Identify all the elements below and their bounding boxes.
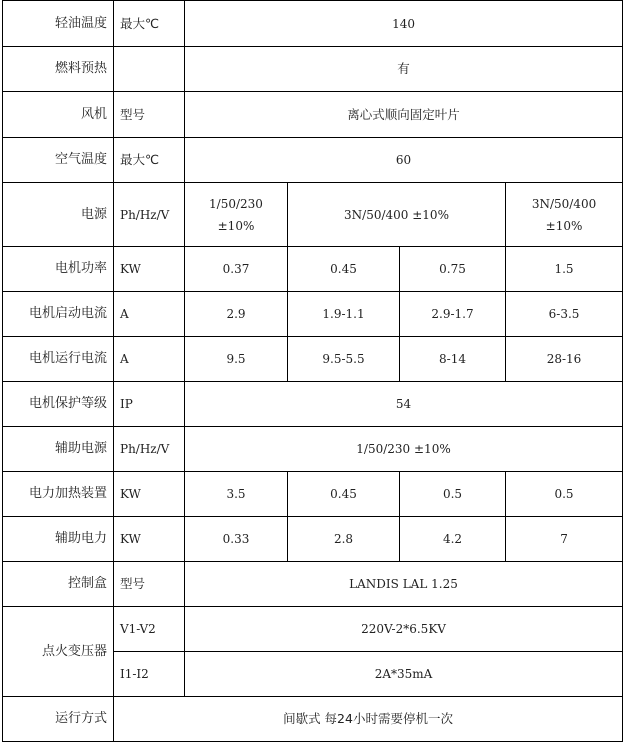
row-value: 0.45	[288, 472, 400, 517]
row-label: 电力加热装置	[3, 472, 114, 517]
row-value: 3N/50/400 ±10%	[288, 183, 506, 247]
row-unit: A	[114, 337, 185, 382]
row-value: 1.9-1.1	[288, 292, 400, 337]
row-value: 0.33	[185, 517, 288, 562]
table-row	[3, 382, 623, 427]
row-label: 辅助电力	[3, 517, 114, 562]
row-value: 0.75	[400, 247, 506, 292]
spec-table	[2, 0, 623, 742]
table-row	[3, 472, 623, 517]
row-value: 6-3.5	[506, 292, 623, 337]
row-unit: A	[114, 292, 185, 337]
value-line: ±10%	[545, 218, 583, 233]
row-value: 54	[185, 382, 623, 427]
row-value: 3.5	[185, 472, 288, 517]
row-unit: I1-I2	[114, 652, 185, 697]
row-label: 控制盒	[3, 562, 114, 607]
row-unit: Ph/Hz/V	[114, 183, 185, 247]
table-row	[3, 607, 623, 652]
row-value: 0.5	[506, 472, 623, 517]
table-row	[3, 183, 623, 247]
row-value	[185, 183, 288, 247]
table-row	[3, 562, 623, 607]
row-value: 60	[185, 138, 623, 183]
row-value: 2.9	[185, 292, 288, 337]
table-row	[3, 47, 623, 92]
row-value: 1.5	[506, 247, 623, 292]
row-value: 0.5	[400, 472, 506, 517]
value-line: 3N/50/400	[531, 196, 597, 211]
table-row	[3, 1, 623, 47]
row-value	[506, 183, 623, 247]
row-value: 离心式顺向固定叶片	[185, 92, 623, 138]
row-label: 电机功率	[3, 247, 114, 292]
row-unit: 型号	[114, 92, 185, 138]
table-row	[3, 247, 623, 292]
row-label: 燃料预热	[3, 47, 114, 92]
row-value: 220V-2*6.5KV	[185, 607, 623, 652]
table-row	[3, 517, 623, 562]
row-value: 间歇式 每24小时需要停机一次	[114, 697, 623, 742]
value-line: ±10%	[217, 218, 255, 233]
row-label: 电机运行电流	[3, 337, 114, 382]
table-row	[3, 337, 623, 382]
row-label: 风机	[3, 92, 114, 138]
row-value: 4.2	[400, 517, 506, 562]
row-value: 有	[185, 47, 623, 92]
row-unit: 最大℃	[114, 138, 185, 183]
row-value: 140	[185, 1, 623, 47]
row-value: 0.37	[185, 247, 288, 292]
row-label: 空气温度	[3, 138, 114, 183]
row-label: 轻油温度	[3, 1, 114, 47]
row-value: 1/50/230 ±10%	[185, 427, 623, 472]
table-row	[3, 292, 623, 337]
row-unit: IP	[114, 382, 185, 427]
row-label: 电源	[3, 183, 114, 247]
table-row	[3, 427, 623, 472]
row-value: 28-16	[506, 337, 623, 382]
row-value: 8-14	[400, 337, 506, 382]
row-label: 电机启动电流	[3, 292, 114, 337]
row-value: LANDIS LAL 1.25	[185, 562, 623, 607]
row-unit: 最大℃	[114, 1, 185, 47]
row-label: 点火变压器	[3, 607, 114, 697]
row-unit: KW	[114, 517, 185, 562]
row-value: 2A*35mA	[185, 652, 623, 697]
row-label: 电机保护等级	[3, 382, 114, 427]
row-unit	[114, 47, 185, 92]
row-unit: KW	[114, 472, 185, 517]
row-unit: KW	[114, 247, 185, 292]
row-unit: Ph/Hz/V	[114, 427, 185, 472]
row-unit: V1-V2	[114, 607, 185, 652]
table-row	[3, 92, 623, 138]
table-row	[3, 138, 623, 183]
row-unit: 型号	[114, 562, 185, 607]
row-value: 2.8	[288, 517, 400, 562]
row-value: 9.5	[185, 337, 288, 382]
row-value: 9.5-5.5	[288, 337, 400, 382]
value-line: 1/50/230	[209, 196, 263, 211]
row-value: 2.9-1.7	[400, 292, 506, 337]
row-value: 7	[506, 517, 623, 562]
row-label: 运行方式	[3, 697, 114, 742]
row-value: 0.45	[288, 247, 400, 292]
row-label: 辅助电源	[3, 427, 114, 472]
table-row	[3, 697, 623, 742]
